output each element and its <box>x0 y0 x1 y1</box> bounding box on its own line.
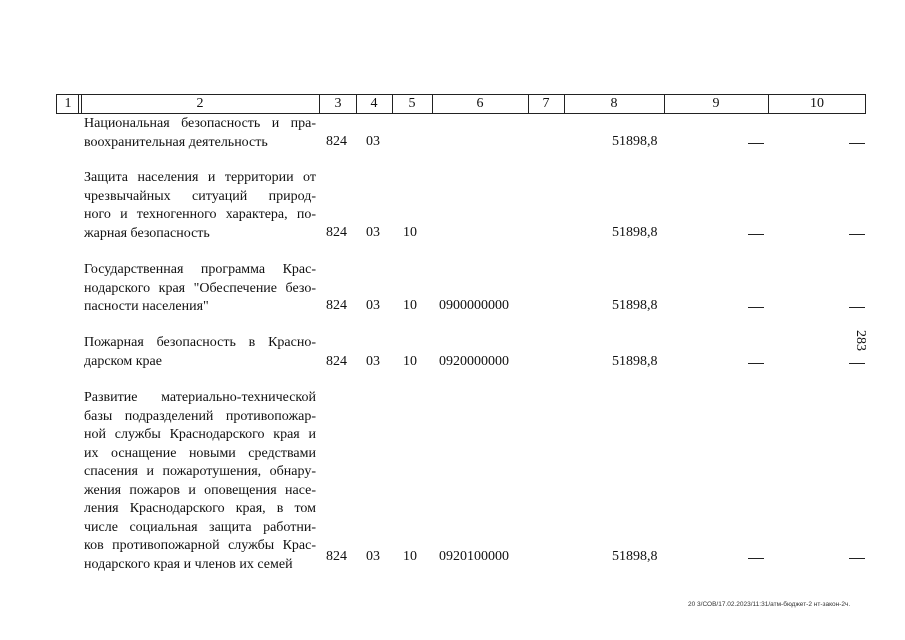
empty-dash-col10 <box>849 143 865 144</box>
col-1-header: 1 <box>64 96 72 111</box>
col-10-header: 10 <box>810 96 824 111</box>
department-code: 824 <box>326 354 347 369</box>
amount: 51898,8 <box>612 225 658 240</box>
subsection-code: 10 <box>403 354 417 369</box>
description-line: ного и техногенного характера, по- <box>84 207 316 222</box>
department-code: 824 <box>326 298 347 313</box>
description-line: ной службы Краснодарского края и <box>84 427 316 442</box>
row-description <box>84 389 316 574</box>
col-8-header: 8 <box>610 96 618 111</box>
empty-dash-col10 <box>849 307 865 308</box>
description-line: воохранительная деятельность <box>84 134 268 150</box>
row-description <box>84 169 316 243</box>
subsection-code: 10 <box>403 225 417 240</box>
col-7-header: 7 <box>542 96 550 111</box>
description-line: Государственная программа Крас- <box>84 262 316 277</box>
page-number: 283 <box>853 330 868 351</box>
description-line: жарная безопасность <box>84 225 210 241</box>
row-description <box>84 115 316 152</box>
description-line: жения пожаров и оповещения насе- <box>84 482 316 498</box>
empty-dash-col10 <box>849 234 865 235</box>
department-code: 824 <box>326 225 347 240</box>
description-line: Защита населения и территории от <box>84 170 316 185</box>
row-description <box>84 334 316 371</box>
document-footer: 20 3/СОВ/17.02.2023/11:31/атм-бюджет-2 нт-закон-2ч. <box>688 601 851 608</box>
subsection-code: 10 <box>403 549 417 564</box>
description-line: Пожарная безопасность в Красно- <box>84 335 316 350</box>
description-line: ления Краснодарского края, в том <box>84 501 316 516</box>
empty-dash-col10 <box>849 558 865 559</box>
col-3-header: 3 <box>334 96 342 111</box>
section-code: 03 <box>366 134 380 149</box>
col-4-header: 4 <box>370 96 378 111</box>
department-code: 824 <box>326 134 347 149</box>
empty-dash-col9 <box>748 234 764 235</box>
section-code: 03 <box>366 225 380 240</box>
amount: 51898,8 <box>612 298 658 313</box>
empty-dash-col9 <box>748 363 764 364</box>
description-line: Национальная безопасность и пра- <box>84 116 316 131</box>
col-6-header: 6 <box>476 96 484 111</box>
description-line: базы подразделений противопожар- <box>84 408 316 424</box>
empty-dash-col10 <box>849 363 865 364</box>
target-article-code: 0900000000 <box>439 298 509 313</box>
description-line: нодарского края "Обеспечение безо- <box>84 280 316 296</box>
amount: 51898,8 <box>612 549 658 564</box>
description-line: ков противопожарной службы Крас- <box>84 538 316 553</box>
amount: 51898,8 <box>612 134 658 149</box>
empty-dash-col9 <box>748 558 764 559</box>
amount: 51898,8 <box>612 354 658 369</box>
description-line: дарском крае <box>84 353 162 369</box>
target-article-code: 0920100000 <box>439 549 509 564</box>
subsection-code: 10 <box>403 298 417 313</box>
row-description <box>84 261 316 317</box>
empty-dash-col9 <box>748 143 764 144</box>
section-code: 03 <box>366 549 380 564</box>
target-article-code: 0920000000 <box>439 354 509 369</box>
col-5-header: 5 <box>408 96 416 111</box>
empty-dash-col9 <box>748 307 764 308</box>
column-number-header <box>56 94 866 114</box>
col-2-header: 2 <box>196 96 204 111</box>
description-line: Развитие материально-технической <box>84 390 316 405</box>
section-code: 03 <box>366 354 380 369</box>
col-9-header: 9 <box>712 96 720 111</box>
description-line: их оснащение новыми средствами <box>84 445 316 461</box>
description-line: чрезвычайных ситуаций природ- <box>84 188 316 204</box>
description-line: числе социальная защита работни- <box>84 519 316 535</box>
description-line: нодарского края и членов их семей <box>84 556 293 572</box>
description-line: пасности населения" <box>84 299 209 314</box>
section-code: 03 <box>366 298 380 313</box>
description-line: спасения и пожаротушения, обнару- <box>84 464 316 479</box>
department-code: 824 <box>326 549 347 564</box>
